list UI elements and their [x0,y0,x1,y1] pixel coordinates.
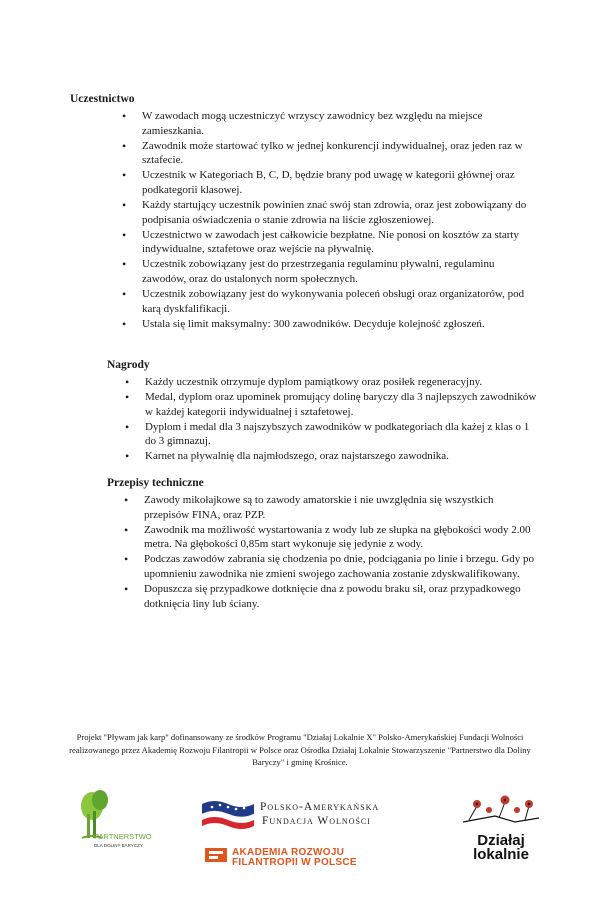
list-item: • Karnet na pływalnię dla najmłodszego, oraz najstarszego zawodnika. [145,449,540,464]
list-item: • Zawodnik może startować tylko w jednej konkurencji indywidualnej, oraz jeden raz w sztafecie. [142,139,532,168]
section-heading: Nagrody [107,359,150,371]
section-nagrody [107,358,547,465]
arfp-logo [204,847,414,868]
dzialaj-lokalnie-logo [455,792,547,866]
list-item: • Zawodnik ma możliwość wystartowania z wody lub ze słupka na głębokości wody 2.00 metra. Na głębokości 0,85m start wykonuje się jedynie z wody. [144,523,539,552]
list-item: • Uczestnik zobowiązany jest do wykonywania poleceń obsługi oraz organizatorów, pod karą dyskfalifikacji. [142,287,532,316]
dzialaj-line2: lokalnie [473,846,529,863]
dzialaj-name [459,834,543,862]
arfp-mark-icon [204,847,228,863]
flowers-icon [455,792,547,834]
paff-line1: Polsko-Amerykańska [260,801,380,813]
list-item: • Uczestnik zobowiązany jest do przestrzegania regulaminu pływalni, regulaminu zawodów, oraz do ustalonych norm społecznych. [142,257,532,286]
list-item: • Każdy startujący uczestnik powinien znać swój stan zdrowia, oraz jest zobowiązany do podpisania oświadczenia o stanie zdrowia na liście zgłoszeniowej. [142,198,532,227]
bullet-list [142,109,532,331]
list-item: • Zawody mikołajkowe są to zawody amatorskie i nie uwzględnia się wszystkich przepisów FINA, oraz PZP. [144,493,539,522]
section-uczestnictwo [70,92,540,332]
list-item: • W zawodach mogą uczestniczyć wrzyscy zawodnicy bez względu na miejsce zamieszkania. [142,109,532,138]
list-item: • Dopuszcza się przypadkowe dotknięcie dna z powodu braku sił, oraz przypadkowego dotknięcia liny lub ściany. [144,582,539,611]
paff-logo [198,796,418,832]
footer-funding-note: Projekt "Pływam jak karp" dofinansowany ze środków Programu "Działaj Lokalnie X" Polsko-Amerykańskiej Fundacji Wolności realizowanego przez Akademię Rozwoju Filantropii w Polsce oraz Ośrodka Działaj Lokalnie Stowarzyszenie "Partnerstwo dla Doliny Baryczy" i gminę Krośnice. [69,732,531,768]
bullet-list [145,375,540,464]
list-item: • Każdy uczestnik otrzymuje dyplom pamiątkowy oraz posiłek regeneracyjny. [145,375,540,390]
partnerstwo-subtitle: DLA DOLINY BARYCZY [94,843,143,848]
section-heading: Uczestnictwo [70,93,135,105]
list-item: • Ustala się limit maksymalny: 300 zawodników. Decyduje kolejność zgłoszeń. [142,317,532,332]
bullet-list [144,493,539,611]
arfp-line1: AKADEMIA ROZWOJU [232,847,345,858]
partnerstwo-name: PARTNERSTWO [94,832,152,841]
flag-icon [198,796,258,832]
list-item: • Uczestnik w Kategoriach B, C, D, będzie brany pod uwagę w kategorii głównej oraz podkategorii klasowej. [142,168,532,197]
list-item: • Medal, dyplom oraz upominek promujący dolinę baryczy dla 3 najlepszych zawodników w każdej kategorii indywidualnej i sztafetowej. [145,390,540,419]
partnerstwo-logo [72,786,152,856]
arfp-line2: FILANTROPII W POLSCE [232,856,357,868]
paff-name [260,800,379,828]
section-heading: Przepisy techniczne [107,477,204,489]
list-item: • Dyplom i medal dla 3 najszybszych zawodników w podkategoriach dla każej z klas o 1 do 3 gimnazuj. [145,420,540,449]
dzialaj-line1: Działaj [477,832,525,849]
arfp-name [232,849,357,866]
section-przepisy-techniczne [107,476,547,612]
list-item: • Podczas zawodów zabrania się chodzenia po dnie, podciągania po linie i brzegu. Gdy po upomnieniu zawodnika nie zmieni swojego zachowania zostanie zdyskwalifikowany. [144,552,539,581]
list-item: • Uczestnictwo w zawodach jest całkowicie bezpłatne. Nie ponosi on kosztów za starty indywidualne, sztafetowe oraz wejście na pływalnię. [142,228,532,257]
paff-line2: Fundacja Wolności [262,815,371,827]
